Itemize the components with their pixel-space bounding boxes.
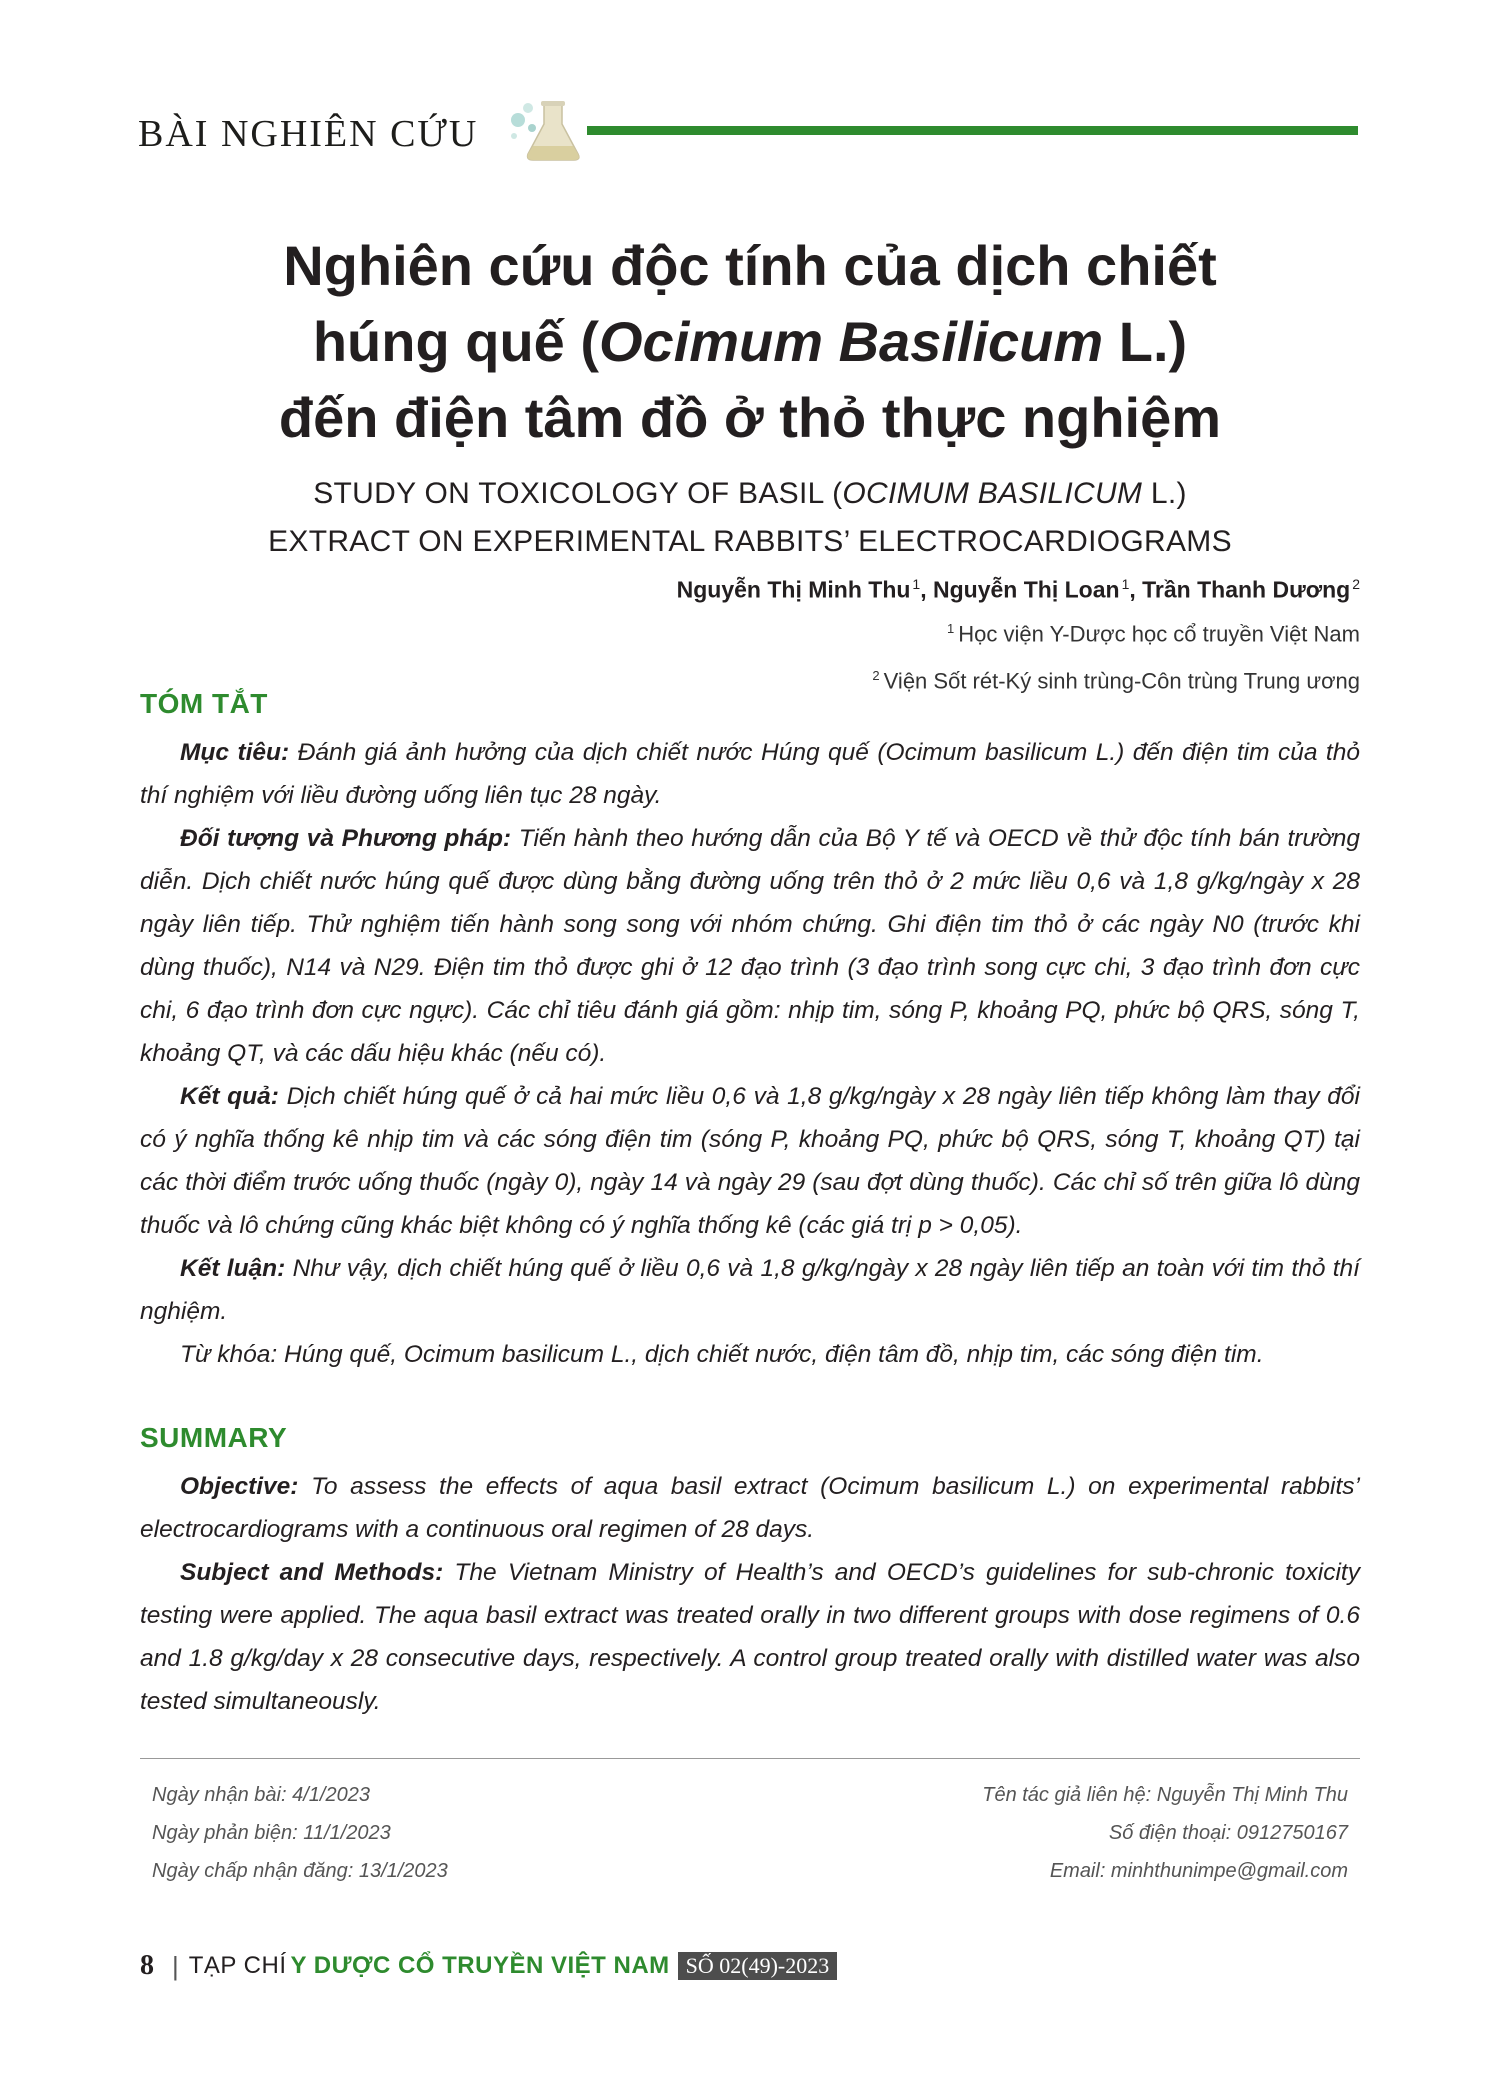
article-title <box>140 228 1360 456</box>
issue-badge: SỐ 02(49)-2023 <box>678 1952 838 1980</box>
affiliation-ref: 2 <box>872 667 880 683</box>
affiliation <box>677 608 1360 655</box>
subtitle-line-1-italic: OCIMUM BASILICUM <box>842 477 1143 510</box>
paragraph-text: Dịch chiết húng quế ở cả hai mức liều 0,6 và 1,8 g/kg/ngày x 28 ngày liên tiếp không làm thay đổi có ý nghĩa thống kê nhịp tim và các sóng điện tim (sóng P, khoảng PQ, phức bộ QRS, sóng T, khoảng QT) tại các thời điểm trước uống thuốc (ngày 0), ngày 14 và ngày 29 (sau đợt dùng thuốc). Các chỉ số trên giữa lô dùng thuốc và lô chứng cũng khác biệt không có ý nghĩa thống kê (các giá trị p > 0,05). <box>140 1083 1361 1239</box>
author-affil-ref: 1 <box>1121 576 1130 592</box>
summary-paragraph <box>140 1465 1360 1551</box>
title-line-1: Nghiên cứu độc tính của dịch chiết <box>283 234 1217 297</box>
english-title <box>140 470 1360 566</box>
title-line-3: đến điện tâm đồ ở thỏ thực nghiệm <box>278 386 1222 449</box>
section-label: BÀI NGHIÊN CỨU <box>138 113 479 155</box>
subtitle-line-2: EXTRACT ON EXPERIMENTAL RABBITS’ ELECTROCARDIOGRAMS <box>268 525 1232 558</box>
review-date: Ngày phản biện: 11/1/2023 <box>152 1822 391 1844</box>
submission-dates <box>152 1776 448 1890</box>
author-name: Nguyễn Thị Loan <box>933 576 1120 603</box>
summary-heading: SUMMARY <box>140 1422 288 1453</box>
title-line-2-pre: húng quế ( <box>312 310 599 373</box>
subtitle-line-1-pre: STUDY ON TOXICOLOGY OF BASIL ( <box>313 477 843 510</box>
title-line-2-post: L.) <box>1103 310 1188 373</box>
abstract-vietnamese <box>140 731 1360 1376</box>
paragraph-label: Kết luận: <box>180 1255 286 1282</box>
corresponding-author <box>982 1776 1348 1890</box>
contact-email: Email: minhthunimpe@gmail.com <box>1049 1860 1348 1882</box>
author-affil-ref: 2 <box>1352 576 1360 592</box>
section-header <box>138 98 1358 162</box>
abstract-paragraph <box>140 1075 1360 1247</box>
header-rule <box>587 126 1358 135</box>
author-separator: , <box>1129 576 1143 603</box>
footer-separator: | <box>172 1950 179 1981</box>
abstract-heading: TÓM TẮT <box>140 688 268 719</box>
paragraph-text: The Vietnam Ministry of Health’s and OECD’s guidelines for sub-chronic toxicity testing were applied. The aqua basil extract was treated orally in two different groups with dose regimens of 0.6 and 1.8 g/kg/day x 28 consecutive days, respectively. A control group treated orally with distilled water was also tested simultaneously. <box>140 1559 1360 1715</box>
received-date: Ngày nhận bài: 4/1/2023 <box>152 1784 370 1806</box>
title-line-2-italic: Ocimum Basilicum <box>599 310 1104 373</box>
paragraph-label: Đối tượng và Phương pháp: <box>180 825 512 852</box>
affiliation-ref: 1 <box>947 620 955 636</box>
title-block <box>140 228 1360 566</box>
affiliation-text: Viện Sốt rét-Ký sinh trùng-Côn trùng Trung ương <box>883 668 1360 694</box>
paragraph-label: Objective: <box>180 1473 299 1500</box>
abstract-paragraph <box>140 731 1360 817</box>
contact-author: Tên tác giả liên hệ: Nguyễn Thị Minh Thu <box>982 1784 1348 1806</box>
affiliation <box>677 655 1360 702</box>
paragraph-text: Tiến hành theo hướng dẫn của Bộ Y tế và OECD về thử độc tính bán trường diễn. Dịch chiết nước húng quế được dùng bằng đường uống trên thỏ ở 2 mức liều 0,6 và 1,8 g/kg/ngày x 28 ngày liên tiếp. Thử nghiệm tiến hành song song với nhóm chứng. Ghi điện tim thỏ ở các ngày N0 (trước khi dùng thuốc), N14 và N29. Điện tim thỏ được ghi ở 12 đạo trình (3 đạo trình song cực chi, 3 đạo trình đơn cực chi, 6 đạo trình đơn cực ngực). Các chỉ tiêu đánh giá gồm: nhịp tim, sóng P, khoảng PQ, phức bộ QRS, sóng T, khoảng QT, và các dấu hiệu khác (nếu có). <box>140 825 1360 1067</box>
journal-prefix: TẠP CHÍ <box>188 1952 287 1979</box>
accepted-date: Ngày chấp nhận đăng: 13/1/2023 <box>152 1860 448 1882</box>
paragraph-text: Đánh giá ảnh hưởng của dịch chiết nước Húng quế (Ocimum basilicum L.) đến điện tim của thỏ thí nghiệm với liều đường uống liên tục 28 ngày. <box>140 739 1360 809</box>
keywords <box>140 1333 1360 1376</box>
flask-icon <box>506 98 590 162</box>
author-name: Nguyễn Thị Minh Thu <box>676 576 911 603</box>
summary-paragraph <box>140 1551 1360 1723</box>
author-affil-ref: 1 <box>912 576 921 592</box>
footnote-divider <box>140 1758 1360 1759</box>
authors-block <box>677 566 1360 702</box>
author-list <box>677 566 1360 608</box>
page-footer <box>140 1946 837 1986</box>
paragraph-label: Mục tiêu: <box>180 739 290 766</box>
paragraph-label: Kết quả: <box>180 1083 279 1110</box>
paragraph-text: Như vậy, dịch chiết húng quế ở liều 0,6 và 1,8 g/kg/ngày x 28 ngày liên tiếp an toàn với tim thỏ thí nghiệm. <box>140 1255 1360 1325</box>
author-separator: , <box>920 576 933 603</box>
author-name: Trần Thanh Dương <box>1142 576 1351 603</box>
abstract-paragraph <box>140 1247 1360 1333</box>
paragraph-label: Subject and Methods: <box>180 1559 444 1586</box>
page-number: 8 <box>140 1950 154 1981</box>
affiliation-text: Học viện Y-Dược học cổ truyền Việt Nam <box>958 620 1360 646</box>
journal-name: Y DƯỢC CỔ TRUYỀN VIỆT NAM <box>290 1952 670 1979</box>
abstract-paragraph <box>140 817 1360 1075</box>
contact-phone: Số điện thoại: 0912750167 <box>1108 1822 1348 1844</box>
subtitle-line-1-post: L.) <box>1142 477 1187 510</box>
abstract-english <box>140 1465 1360 1723</box>
keywords-text: Từ khóa: Húng quế, Ocimum basilicum L., dịch chiết nước, điện tâm đồ, nhịp tim, các sóng điện tim. <box>180 1341 1264 1368</box>
paragraph-text: To assess the effects of aqua basil extract (Ocimum basilicum L.) on experimental rabbits’ electrocardiograms with a continuous oral regimen of 28 days. <box>140 1473 1360 1543</box>
